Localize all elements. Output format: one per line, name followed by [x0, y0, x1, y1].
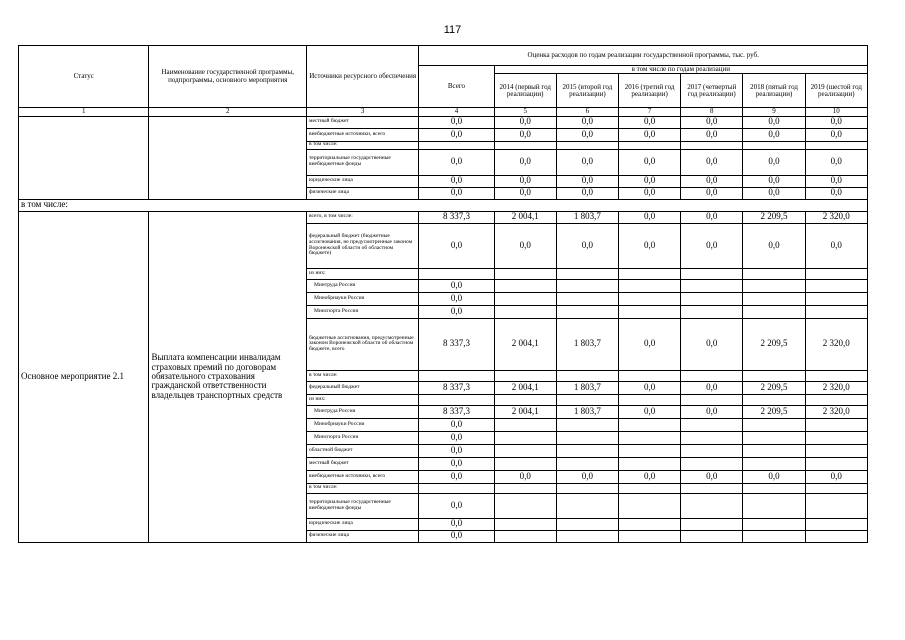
value-total — [419, 483, 494, 493]
value-year — [743, 493, 805, 518]
value-year: 0,0 — [805, 223, 867, 268]
value-year: 0,0 — [556, 470, 618, 483]
source-label: из них: — [306, 394, 418, 405]
value-year: 0,0 — [494, 128, 556, 141]
value-year — [619, 305, 681, 318]
status-cell-empty — [19, 116, 149, 199]
value-year: 2 004,1 — [494, 318, 556, 370]
value-total — [419, 141, 494, 149]
value-year: 0,0 — [619, 381, 681, 394]
value-year: 0,0 — [619, 116, 681, 128]
value-year — [743, 305, 805, 318]
source-label: внебюджетные источники, всего — [306, 470, 418, 483]
value-year — [805, 268, 867, 279]
value-year: 0,0 — [556, 187, 618, 199]
value-year — [805, 279, 867, 292]
value-year — [619, 444, 681, 457]
value-total: 0,0 — [419, 444, 494, 457]
value-year — [681, 268, 743, 279]
value-year: 0,0 — [556, 128, 618, 141]
value-year: 0,0 — [805, 128, 867, 141]
value-year: 0,0 — [681, 149, 743, 175]
activity-status: Основное мероприятие 2.1 — [19, 211, 149, 542]
value-total: 0,0 — [419, 187, 494, 199]
value-year — [619, 279, 681, 292]
value-year — [494, 483, 556, 493]
value-total: 0,0 — [419, 470, 494, 483]
source-label: бюджетные ассигнования, предусмотренные законом Воронежской области об областном бюджете, всего — [306, 318, 418, 370]
value-year — [619, 431, 681, 444]
value-year — [556, 394, 618, 405]
value-year: 0,0 — [619, 175, 681, 187]
activity-name: Выплата компенсации инвалидам страховых премий по договорам обязательного страхования гражданской ответственности владельцев транспортных средств — [149, 211, 307, 542]
value-total: 0,0 — [419, 149, 494, 175]
value-year: 0,0 — [619, 223, 681, 268]
value-year: 0,0 — [556, 175, 618, 187]
col-number: 3 — [306, 108, 418, 116]
value-year: 0,0 — [743, 187, 805, 199]
value-year: 0,0 — [494, 175, 556, 187]
value-year: 0,0 — [805, 187, 867, 199]
page-number: 117 — [443, 24, 462, 36]
source-label: юридические лица — [306, 175, 418, 187]
value-total: 0,0 — [419, 518, 494, 530]
col-number: 5 — [494, 108, 556, 116]
value-year — [681, 141, 743, 149]
value-year: 0,0 — [619, 211, 681, 223]
value-year — [681, 292, 743, 305]
value-year: 0,0 — [805, 149, 867, 175]
value-year — [494, 268, 556, 279]
value-year — [743, 370, 805, 381]
value-year — [805, 370, 867, 381]
value-total: 0,0 — [419, 431, 494, 444]
value-year: 0,0 — [556, 116, 618, 128]
value-year — [494, 444, 556, 457]
value-year — [556, 431, 618, 444]
value-year — [805, 431, 867, 444]
value-year — [619, 493, 681, 518]
source-label: физические лица — [306, 530, 418, 542]
value-year — [556, 493, 618, 518]
value-year: 0,0 — [681, 116, 743, 128]
value-total: 0,0 — [419, 223, 494, 268]
col-number: 2 — [149, 108, 307, 116]
value-year — [556, 141, 618, 149]
value-year: 2 209,5 — [743, 405, 805, 418]
value-year — [494, 418, 556, 431]
source-label: в том числе: — [306, 483, 418, 493]
header-year-2017: 2017 (четвертый год реализации) — [681, 74, 743, 108]
value-year — [556, 279, 618, 292]
value-year — [681, 394, 743, 405]
value-total: 0,0 — [419, 128, 494, 141]
value-year — [494, 431, 556, 444]
value-total: 0,0 — [419, 292, 494, 305]
value-year: 0,0 — [619, 470, 681, 483]
value-year: 0,0 — [743, 175, 805, 187]
value-year — [494, 457, 556, 470]
value-year — [556, 370, 618, 381]
value-year — [619, 457, 681, 470]
value-year: 0,0 — [494, 223, 556, 268]
value-year — [805, 305, 867, 318]
value-year: 1 803,7 — [556, 318, 618, 370]
value-year: 0,0 — [619, 128, 681, 141]
source-label: физические лица — [306, 187, 418, 199]
source-label: территориальные государственные внебюджетные фонды — [306, 493, 418, 518]
value-year — [494, 141, 556, 149]
value-year: 0,0 — [556, 223, 618, 268]
value-year — [681, 457, 743, 470]
source-label: Минтруда России — [306, 405, 418, 418]
value-year — [619, 394, 681, 405]
value-year: 0,0 — [494, 116, 556, 128]
header-sources: Источники ресурсного обеспечения — [306, 46, 418, 108]
value-year: 0,0 — [556, 149, 618, 175]
value-year — [743, 394, 805, 405]
value-year — [805, 444, 867, 457]
value-year: 0,0 — [619, 405, 681, 418]
value-year — [743, 518, 805, 530]
value-year — [743, 444, 805, 457]
value-year — [681, 518, 743, 530]
value-year — [556, 444, 618, 457]
value-year — [805, 418, 867, 431]
value-year: 0,0 — [743, 470, 805, 483]
col-number: 7 — [619, 108, 681, 116]
col-number: 1 — [19, 108, 149, 116]
value-year — [681, 305, 743, 318]
col-number: 9 — [743, 108, 805, 116]
col-number: 8 — [681, 108, 743, 116]
value-total: 0,0 — [419, 175, 494, 187]
value-year: 0,0 — [805, 175, 867, 187]
value-year: 2 209,5 — [743, 318, 805, 370]
value-total — [419, 268, 494, 279]
header-year-2018: 2018 (пятый год реализации) — [743, 74, 805, 108]
value-total: 0,0 — [419, 493, 494, 518]
source-label: в том числе: — [306, 370, 418, 381]
col-number: 4 — [419, 108, 494, 116]
value-year: 2 004,1 — [494, 211, 556, 223]
value-year: 2 004,1 — [494, 381, 556, 394]
value-year: 0,0 — [619, 149, 681, 175]
value-year: 0,0 — [743, 128, 805, 141]
source-label: местный бюджет — [306, 457, 418, 470]
source-label: юридические лица — [306, 518, 418, 530]
value-year — [805, 493, 867, 518]
value-total: 8 337,3 — [419, 318, 494, 370]
value-year: 2 004,1 — [494, 405, 556, 418]
source-label: областной бюджет — [306, 444, 418, 457]
value-year — [743, 279, 805, 292]
value-year: 0,0 — [681, 128, 743, 141]
value-year — [494, 292, 556, 305]
value-year — [619, 483, 681, 493]
column-number-row — [19, 108, 868, 116]
value-year — [556, 530, 618, 542]
value-year — [805, 394, 867, 405]
header-year-2015: 2015 (второй год реализации) — [556, 74, 618, 108]
source-label: в том числе: — [306, 141, 418, 149]
header-year-2019: 2019 (шестой год реализации) — [805, 74, 867, 108]
value-year — [681, 493, 743, 518]
value-year — [494, 279, 556, 292]
header-by-years: в том числе по годам реализации — [494, 66, 867, 74]
value-year: 2 320,0 — [805, 381, 867, 394]
source-label: Минспорта России — [306, 305, 418, 318]
value-total: 8 337,3 — [419, 381, 494, 394]
table-row — [19, 116, 868, 128]
value-year: 0,0 — [494, 187, 556, 199]
value-year — [619, 530, 681, 542]
value-year: 1 803,7 — [556, 381, 618, 394]
value-year: 1 803,7 — [556, 405, 618, 418]
source-label: местный бюджет — [306, 116, 418, 128]
value-year — [494, 370, 556, 381]
header-estimate: Оценка расходов по годам реализации государственной программы, тыс. руб. — [419, 46, 868, 66]
value-year — [619, 370, 681, 381]
header-year-2016: 2016 (третий год реализации) — [619, 74, 681, 108]
value-year — [494, 394, 556, 405]
value-total: 0,0 — [419, 530, 494, 542]
value-year — [805, 483, 867, 493]
value-year: 0,0 — [681, 318, 743, 370]
value-total: 0,0 — [419, 418, 494, 431]
value-year — [556, 305, 618, 318]
value-year — [619, 268, 681, 279]
value-year — [556, 418, 618, 431]
value-year — [681, 483, 743, 493]
value-year — [743, 483, 805, 493]
value-year: 0,0 — [681, 223, 743, 268]
in-total-label: в том числе: — [19, 199, 868, 211]
value-year: 0,0 — [805, 116, 867, 128]
value-year — [619, 418, 681, 431]
value-total: 8 337,3 — [419, 405, 494, 418]
value-year — [681, 418, 743, 431]
value-year: 2 320,0 — [805, 211, 867, 223]
header-year-2014: 2014 (первый год реализации) — [494, 74, 556, 108]
source-label: из них: — [306, 268, 418, 279]
value-year — [619, 141, 681, 149]
value-year: 0,0 — [681, 175, 743, 187]
value-year — [743, 141, 805, 149]
value-year: 0,0 — [681, 405, 743, 418]
value-year: 0,0 — [494, 149, 556, 175]
value-year — [619, 292, 681, 305]
name-cell-empty — [149, 116, 307, 199]
value-year — [494, 530, 556, 542]
value-year — [681, 530, 743, 542]
value-year: 2 320,0 — [805, 318, 867, 370]
value-year: 2 320,0 — [805, 405, 867, 418]
value-year — [494, 493, 556, 518]
source-label: федеральный бюджет (бюджетные ассигнования, не предусмотренные законом Воронежской области об областном бюджете) — [306, 223, 418, 268]
value-year — [494, 518, 556, 530]
source-label: федеральный бюджет — [306, 381, 418, 394]
value-total: 0,0 — [419, 305, 494, 318]
value-year — [556, 292, 618, 305]
value-year: 0,0 — [681, 187, 743, 199]
value-total — [419, 370, 494, 381]
value-year: 0,0 — [619, 187, 681, 199]
value-year — [681, 431, 743, 444]
value-year — [805, 518, 867, 530]
value-year — [681, 444, 743, 457]
value-year — [743, 268, 805, 279]
value-year — [619, 518, 681, 530]
value-year: 0,0 — [494, 470, 556, 483]
header-status: Статус — [19, 46, 149, 108]
value-year — [743, 431, 805, 444]
source-label: Минтруда России — [306, 279, 418, 292]
col-number: 6 — [556, 108, 618, 116]
value-year — [743, 457, 805, 470]
source-label: территориальные государственные внебюджетные фонды — [306, 149, 418, 175]
budget-table — [18, 45, 868, 543]
value-year — [805, 457, 867, 470]
value-year: 2 209,5 — [743, 211, 805, 223]
source-label: Минобрнауки России — [306, 292, 418, 305]
value-year — [494, 305, 556, 318]
source-label: Минобрнауки России — [306, 418, 418, 431]
header-name: Наименование государственной программы, подпрограммы, основного мероприятия — [149, 46, 307, 108]
value-total: 8 337,3 — [419, 211, 494, 223]
value-year — [805, 141, 867, 149]
source-label: Минспорта России — [306, 431, 418, 444]
value-year — [743, 418, 805, 431]
value-total: 0,0 — [419, 116, 494, 128]
value-year: 0,0 — [743, 149, 805, 175]
value-year: 0,0 — [681, 470, 743, 483]
table-row — [19, 211, 868, 223]
value-year: 0,0 — [743, 223, 805, 268]
value-total: 0,0 — [419, 279, 494, 292]
value-year: 0,0 — [805, 470, 867, 483]
source-label: всего, в том числе: — [306, 211, 418, 223]
value-total: 0,0 — [419, 457, 494, 470]
value-year — [743, 530, 805, 542]
value-year: 2 209,5 — [743, 381, 805, 394]
value-year — [805, 292, 867, 305]
source-label: внебюджетные источники, всего — [306, 128, 418, 141]
value-year — [556, 483, 618, 493]
value-year — [681, 279, 743, 292]
header-total: Всего — [419, 66, 494, 108]
value-year — [556, 457, 618, 470]
in-total-row — [19, 199, 868, 211]
value-year — [743, 292, 805, 305]
col-number: 10 — [805, 108, 867, 116]
value-year: 0,0 — [619, 318, 681, 370]
value-year — [556, 518, 618, 530]
value-year: 0,0 — [743, 116, 805, 128]
value-total — [419, 394, 494, 405]
value-year: 0,0 — [681, 381, 743, 394]
value-year — [556, 268, 618, 279]
value-year: 1 803,7 — [556, 211, 618, 223]
value-year — [805, 530, 867, 542]
value-year — [681, 370, 743, 381]
value-year: 0,0 — [681, 211, 743, 223]
